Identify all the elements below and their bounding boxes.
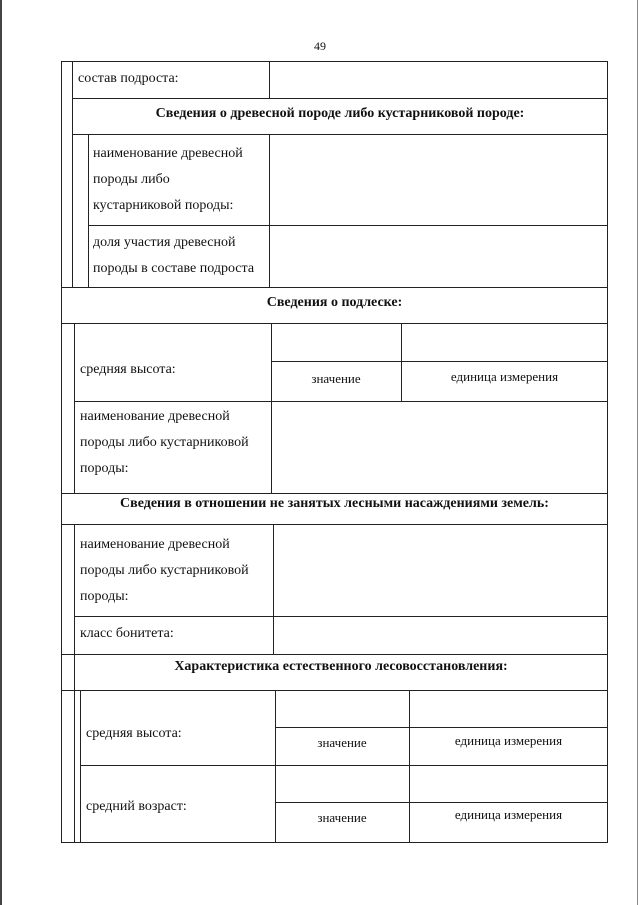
grid-line [72, 98, 608, 99]
non-forest-species-line-2: породы либо кустарниковой [80, 563, 249, 578]
value-label: значение [311, 371, 361, 386]
grid-line [271, 361, 608, 362]
scan-edge-left [0, 0, 2, 905]
underbrush-species-line-1: наименование древесной [80, 409, 230, 424]
grid-line [269, 134, 270, 287]
grid-line [61, 654, 608, 655]
regen-height-value-label: значение [317, 735, 367, 750]
underbrush-species-line-2: породы либо кустарниковой [80, 435, 249, 450]
grid-line [61, 287, 608, 288]
scan-edge-right [637, 0, 638, 905]
grid-line [273, 524, 274, 654]
grid-line [61, 690, 608, 691]
grid-line [61, 524, 608, 525]
unit-label: единица измерения [450, 369, 559, 384]
underbrush-header: Сведения о подлеске: [266, 295, 403, 310]
regen-age-unit-label: единица измерения [454, 807, 563, 822]
grid-line [61, 323, 608, 324]
grid-line [74, 654, 75, 843]
regen-height-unit-label: единица измерения [454, 733, 563, 748]
grid-line [275, 802, 608, 803]
species-name-line-3: кустарниковой породы: [93, 198, 234, 213]
grid-line [74, 524, 75, 654]
page-number: 49 [314, 39, 326, 53]
species-name-line-2: породы либо [93, 172, 170, 187]
grid-line [74, 323, 75, 493]
non-forest-species-line-3: породы: [80, 589, 129, 604]
site-class-label: класс бонитета: [80, 626, 174, 641]
grid-line [61, 493, 608, 494]
regen-avg-age-label: средний возраст: [86, 799, 187, 814]
non-forest-species-line-1: наименование древесной [80, 537, 230, 552]
grid-line [72, 61, 73, 287]
regen-age-value-label: значение [317, 810, 367, 825]
grid-line [72, 134, 608, 135]
tree-species-header: Сведения о древесной породе либо кустарниковой породе: [155, 106, 525, 121]
grid-line [74, 401, 608, 402]
grid-line [80, 765, 608, 766]
grid-line [271, 323, 272, 493]
undergrowth-composition-label: состав подроста: [78, 71, 179, 86]
grid-line [401, 323, 402, 401]
species-name-line-1: наименование древесной [93, 146, 243, 161]
grid-line [269, 61, 270, 98]
grid-line [88, 134, 89, 287]
species-share-line-2: породы в составе подроста [93, 261, 255, 276]
grid-line [80, 690, 81, 843]
grid-line [88, 225, 608, 226]
natural-regen-header: Характеристика естественного лесовосстановления: [174, 659, 508, 674]
avg-height-label: средняя высота: [80, 362, 176, 377]
non-forest-header: Сведения в отношении не занятых лесными насаждениями земель: [120, 496, 549, 511]
underbrush-species-line-3: породы: [80, 461, 129, 476]
species-share-line-1: доля участия древесной [93, 235, 236, 250]
grid-line [275, 727, 608, 728]
regen-avg-height-label: средняя высота: [86, 726, 182, 741]
grid-line [74, 616, 608, 617]
